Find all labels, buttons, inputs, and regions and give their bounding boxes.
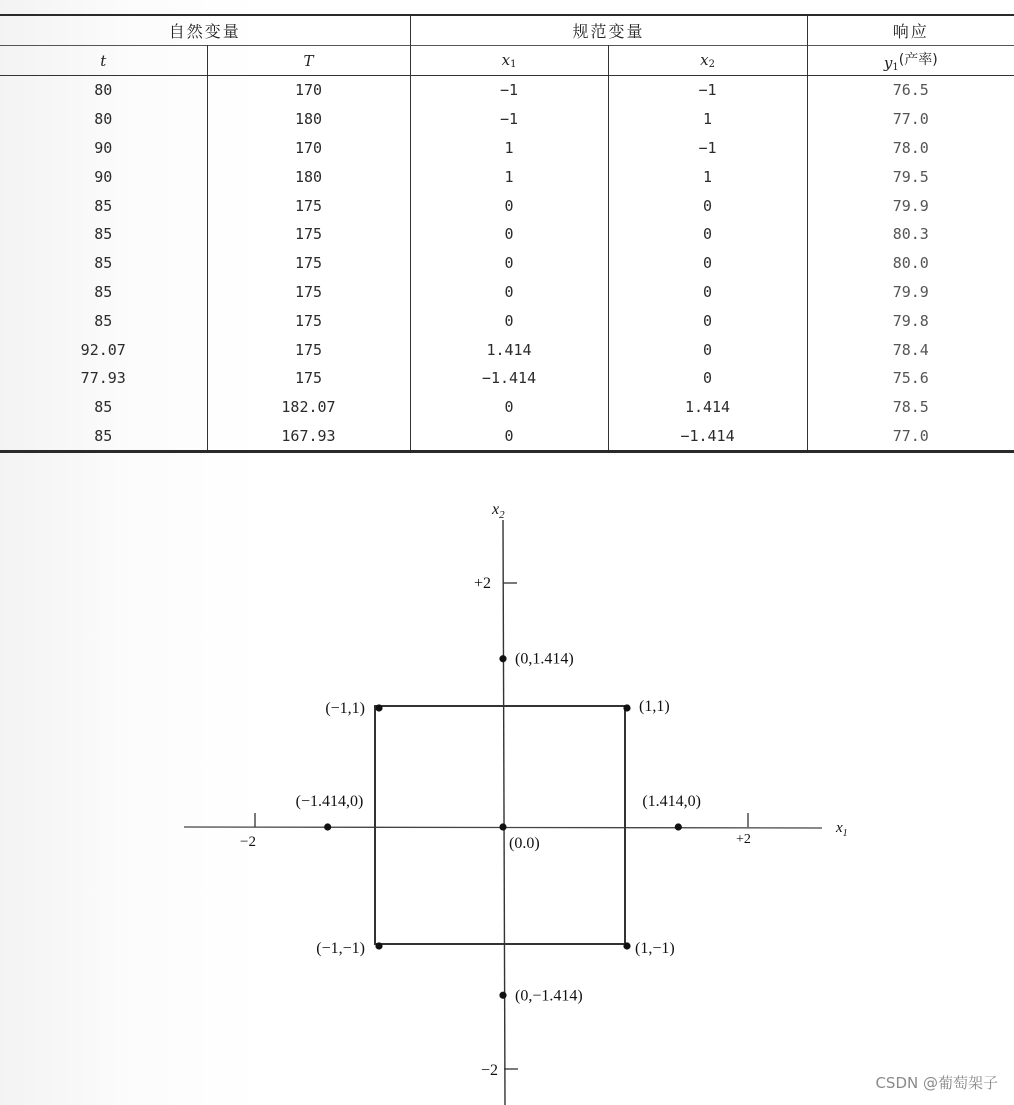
design-point-marker — [324, 823, 331, 830]
col-y1-subscript: 1 — [892, 61, 899, 73]
x1-axis-label-sub: 1 — [842, 828, 848, 839]
cell-y1: 80.0 — [892, 254, 929, 273]
cell-t: 77.93 — [0, 364, 207, 393]
cell-t: 85 — [0, 191, 207, 220]
design-point-label: (1.414,0) — [642, 793, 701, 810]
cell-T: 175 — [207, 335, 410, 364]
design-point-label: (0,1.414) — [515, 650, 574, 668]
design-point-label: (−1,−1) — [316, 940, 365, 957]
cell-x1: 0 — [410, 278, 608, 307]
design-point-label: (1,−1) — [635, 940, 675, 957]
response-header: 响应 — [807, 15, 1014, 46]
cell-x2: 1 — [608, 162, 807, 191]
cell-x2: −1 — [608, 76, 807, 105]
cell-x2: 0 — [608, 364, 807, 393]
cell-t: 85 — [0, 220, 207, 249]
cell-x1: −1.414 — [410, 364, 608, 393]
cell-x1: −1 — [410, 105, 608, 134]
design-point-label: (1,1) — [639, 698, 670, 715]
cell-t: 80 — [0, 105, 207, 134]
design-point-marker — [623, 704, 630, 711]
cell-T: 175 — [207, 278, 410, 307]
design-point-marker — [499, 823, 506, 830]
cell-T: 180 — [207, 162, 410, 191]
design-point-marker — [375, 704, 382, 711]
cell-t: 85 — [0, 249, 207, 278]
cell-y1: 77.0 — [807, 422, 1014, 452]
cell-x1: 1 — [410, 134, 608, 163]
cell-T: 170 — [207, 76, 410, 105]
cell-x2: 0 — [608, 191, 807, 220]
cell-x2: 0 — [608, 220, 807, 249]
col-x1-subscript: 1 — [510, 59, 517, 70]
col-x1-base: x — [501, 51, 511, 69]
cell-x1: 0 — [410, 306, 608, 335]
design-point-marker — [375, 942, 382, 949]
tick-label-x-pos2: +2 — [736, 832, 751, 847]
cell-T: 180 — [207, 105, 410, 134]
design-point-label: (0.0) — [509, 835, 540, 852]
design-point-label: (−1.414,0) — [295, 793, 364, 810]
cell-x1: 1 — [410, 162, 608, 191]
cell-y1: 78.5 — [892, 398, 929, 417]
cell-x1: 0 — [410, 220, 608, 249]
cell-y1: 79.9 — [892, 196, 929, 215]
cell-T: 170 — [207, 134, 410, 163]
col-T-header: T — [207, 46, 410, 76]
x1-axis-label — [835, 820, 848, 839]
design-point-marker — [499, 655, 506, 662]
col-x2-subscript: 2 — [708, 59, 715, 70]
cell-t: 85 — [0, 278, 207, 307]
cell-T: 175 — [207, 220, 410, 249]
cell-y1: 79.9 — [892, 282, 929, 301]
design-point-marker — [623, 942, 630, 949]
tick-label-y-pos2: +2 — [474, 575, 492, 592]
design-point-label: (−1,1) — [325, 700, 365, 717]
cell-t: 90 — [0, 134, 207, 163]
cell-x2: 0 — [608, 278, 807, 307]
tick-label-x-neg2: −2 — [240, 834, 256, 850]
cell-T: 175 — [207, 306, 410, 335]
x2-axis-label-base: x — [492, 501, 500, 518]
cell-x2: 0 — [608, 249, 807, 278]
col-y1-base: y — [883, 53, 893, 72]
design-point-label: (0,−1.414) — [515, 987, 583, 1005]
cell-x2: −1 — [608, 134, 807, 163]
cell-y1: 79.8 — [892, 311, 929, 330]
x2-axis-line — [503, 520, 505, 1105]
cell-y1: 78.4 — [892, 340, 929, 359]
cell-y1: 79.5 — [892, 167, 929, 186]
cell-x1: −1 — [410, 76, 608, 105]
coded-variables-header: 规范变量 — [410, 15, 807, 46]
cell-T: 182.07 — [207, 393, 410, 422]
cell-y1: 78.0 — [892, 138, 929, 157]
cell-x1: 0 — [410, 393, 608, 422]
cell-y1: 77.0 — [892, 110, 929, 129]
cell-t: 92.07 — [0, 335, 207, 364]
x2-axis-label — [491, 501, 505, 521]
cell-x1: 0 — [410, 191, 608, 220]
factorial-square — [375, 706, 625, 944]
col-y1-unit: (产率) — [898, 51, 938, 68]
cell-x2: 0 — [608, 306, 807, 335]
cell-y1: 76.5 — [892, 81, 929, 100]
cell-t: 80 — [0, 76, 207, 105]
col-x2-base: x — [700, 51, 709, 69]
cell-y1: 75.6 — [892, 369, 929, 388]
design-point-marker — [675, 823, 682, 830]
cell-x1: 0 — [410, 249, 608, 278]
cell-T: 167.93 — [207, 422, 410, 452]
cell-x1: 1.414 — [410, 335, 608, 364]
cell-T: 175 — [207, 364, 410, 393]
x2-axis-label-sub: 2 — [499, 509, 505, 521]
cell-x2: 1.414 — [608, 393, 807, 422]
cell-x2: −1.414 — [608, 422, 807, 452]
cell-t: 85 — [0, 393, 207, 422]
design-point-marker — [499, 992, 506, 999]
tick-label-y-neg2: −2 — [481, 1062, 499, 1079]
cell-x2: 1 — [608, 105, 807, 134]
cell-y1: 80.3 — [892, 225, 929, 244]
cell-t: 85 — [0, 422, 207, 452]
cell-t: 90 — [0, 162, 207, 191]
x1-axis-label-base: x — [836, 820, 843, 836]
source-watermark: CSDN @葡萄架子 — [875, 1074, 998, 1092]
cell-x2: 0 — [608, 335, 807, 364]
cell-x1: 0 — [410, 422, 608, 452]
cell-T: 175 — [207, 249, 410, 278]
natural-variables-header: 自然变量 — [0, 15, 410, 46]
cell-t: 85 — [0, 306, 207, 335]
col-t-header: t — [0, 46, 207, 76]
cell-T: 175 — [207, 191, 410, 220]
